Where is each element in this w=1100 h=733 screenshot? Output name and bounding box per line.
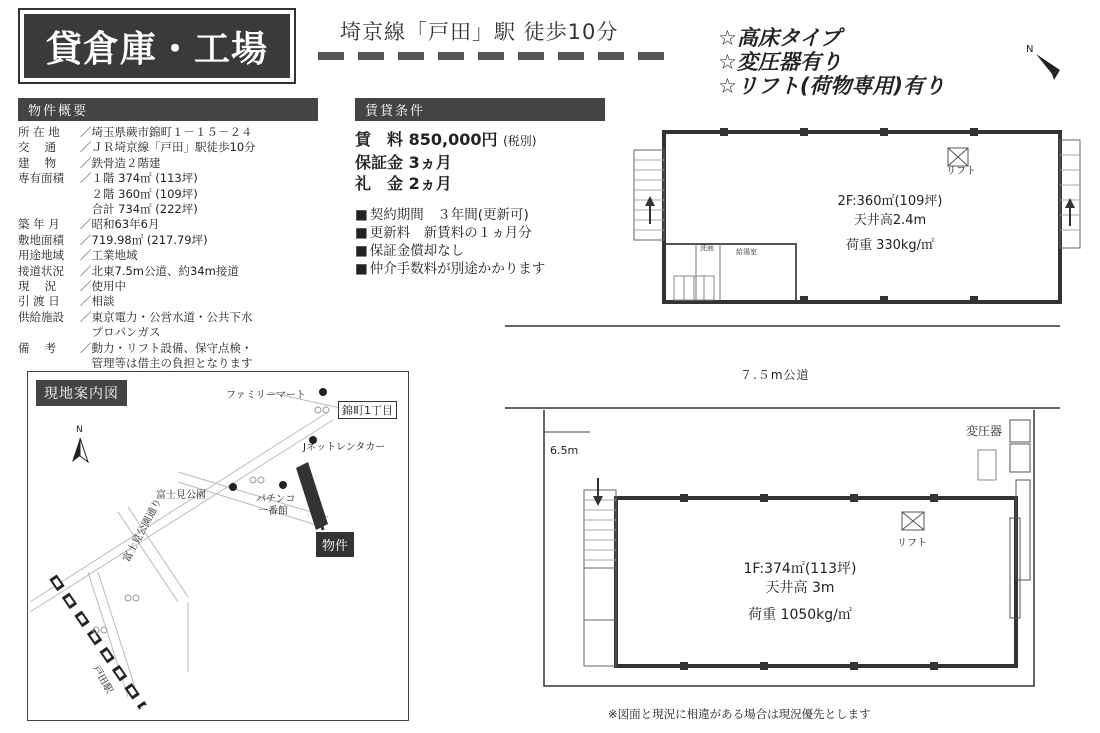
- floor2-ceiling: 天井高2.4m: [853, 213, 927, 228]
- property-label: 引 渡 日: [18, 294, 60, 309]
- property-value: ／相談: [80, 294, 115, 309]
- property-value: ／１階 374㎡ (113坪): [80, 171, 198, 186]
- north-label: N: [1026, 44, 1034, 55]
- property-row: [18, 233, 318, 248]
- map-heading: 現地案内図: [36, 380, 127, 406]
- note-item: ■ 仲介手数料が別途かかります: [355, 260, 605, 278]
- conditions-heading: 賃貸条件: [355, 98, 605, 121]
- feature-item: ☆リフト(荷物専用)有り: [718, 74, 946, 98]
- property-row: [18, 248, 318, 263]
- floor2-info: [790, 192, 990, 255]
- feature-item: ☆高床タイプ: [718, 26, 841, 50]
- floor1-area: 1F:374㎡(113坪): [743, 561, 857, 577]
- property-row: [18, 171, 318, 186]
- property-label: 接道状況: [18, 263, 64, 278]
- property-label: 築 年 月: [18, 217, 60, 232]
- property-label: [18, 187, 80, 202]
- property-row: [18, 202, 318, 217]
- property-label: 建 物: [18, 155, 57, 170]
- property-value: ／動力・リフト設備、保守点検・: [80, 340, 253, 355]
- floor2-lift-label: リフト: [946, 166, 976, 177]
- map-label-familymart: ファミリーマート: [226, 390, 306, 401]
- property-label: [18, 325, 80, 340]
- note-item: ■ 更新料 新賃料の１ヵ月分: [355, 224, 605, 242]
- property-row: [18, 264, 318, 279]
- property-value: ２階 360㎡ (109坪): [80, 186, 198, 201]
- station-access: 埼京線「戸田」駅 徒歩10分: [340, 20, 619, 44]
- property-label: [18, 356, 80, 371]
- north-arrow-icon: [1024, 40, 1072, 84]
- property-label: 交 通: [18, 140, 57, 155]
- rent-value: 850,000円: [408, 130, 498, 149]
- property-value: 管理等は借主の負担となります: [80, 356, 253, 371]
- property-list: [18, 125, 318, 372]
- deposit-value: 3ヵ月: [408, 153, 452, 172]
- map-north-icon: [72, 425, 88, 462]
- property-row: [18, 279, 318, 294]
- property-row: [18, 217, 318, 232]
- property-row: [18, 294, 318, 309]
- map-label-property: 物件: [316, 532, 354, 557]
- property-label: 供給施設: [18, 309, 64, 324]
- property-row: [18, 140, 318, 155]
- property-row: [18, 325, 318, 340]
- property-value: ／北東7.5m公道、約34m接道: [80, 263, 239, 278]
- map-label-ichibankan: 一番館: [258, 506, 288, 517]
- note-item: ■ 契約期間 ３年間(更新可): [355, 206, 605, 224]
- property-section: [18, 98, 318, 372]
- map-label-toda-station: 戸田駅: [90, 664, 115, 696]
- property-row: [18, 187, 318, 202]
- property-label: 現 況: [18, 279, 57, 294]
- map-label-fujimi: 富士見公園: [156, 490, 206, 501]
- floor1-plan: [544, 410, 1034, 686]
- key-money-label: 礼 金: [355, 174, 404, 193]
- page-title: 貸倉庫・工場: [24, 14, 290, 78]
- floor2-load: 荷重 330kg/㎡: [845, 238, 935, 253]
- property-value: ／工業地域: [80, 248, 138, 263]
- feature-list: [718, 26, 945, 98]
- dashed-divider: [318, 52, 678, 60]
- floor1-info: [700, 560, 900, 625]
- property-value: プロパンガス: [80, 325, 161, 340]
- map-label-street: 富士見公園通り: [121, 497, 165, 565]
- property-row: [18, 356, 318, 371]
- note-item: ■ 保証金償却なし: [355, 242, 605, 260]
- property-heading: 物件概要: [18, 98, 318, 121]
- property-value: ／719.98㎡ (217.79坪): [80, 232, 208, 247]
- floor2-office-label: 給湯室: [736, 248, 757, 256]
- disclaimer: ※図面と現況に相違がある場合は現況優先とします: [608, 707, 871, 721]
- floor1-load: 荷重 1050kg/㎡: [748, 607, 852, 623]
- floor2-area: 2F:360㎡(109坪): [837, 194, 943, 209]
- property-row: [18, 310, 318, 325]
- property-label: 敷地面積: [18, 232, 64, 247]
- property-label: [18, 202, 80, 217]
- property-label: 備 考: [18, 340, 57, 355]
- floor2-wash-label: 洗面: [700, 244, 714, 252]
- property-value: ／昭和63年6月: [80, 217, 160, 232]
- map-label-pachinko: パチンコ: [256, 494, 296, 505]
- property-value: ／鉄骨造２階建: [80, 155, 161, 170]
- property-label: 専有面積: [18, 171, 64, 186]
- property-value: ／埼玉県蕨市錦町１－１５－２４: [80, 125, 253, 139]
- property-value: 合計 734㎡ (222坪): [80, 202, 198, 217]
- property-row: [18, 125, 318, 140]
- property-row: [18, 156, 318, 171]
- property-value: ／ＪＲ埼京線「戸田」駅徒歩10分: [80, 140, 256, 155]
- property-label: 所 在 地: [18, 125, 60, 139]
- map-north-label: N: [76, 425, 83, 435]
- floor1-lift-label: リフト: [897, 538, 927, 549]
- property-value: ／使用中: [80, 279, 126, 294]
- transformer-label: 変圧器: [966, 424, 1003, 438]
- deposit-label: 保証金: [355, 153, 404, 172]
- property-row: [18, 341, 318, 356]
- location-map: [27, 371, 409, 721]
- title-box: [18, 8, 296, 84]
- rent-label: 賃 料: [355, 130, 404, 149]
- road-label: ７.５m公道: [740, 368, 810, 382]
- map-label-jnet: Jネットレンタカー: [303, 442, 386, 453]
- property-value: ／東京電力・公営水道・公共下水: [80, 309, 253, 324]
- floor1-ceiling: 天井高 3m: [765, 580, 835, 596]
- setback-label: 6.5m: [550, 444, 579, 457]
- feature-item: ☆変圧器有り: [718, 50, 842, 74]
- rent-tax: (税別): [503, 134, 537, 148]
- key-money-value: 2ヵ月: [408, 174, 452, 193]
- map-label-nishikicho: 錦町1丁目: [338, 401, 397, 419]
- property-label: 用途地域: [18, 248, 64, 263]
